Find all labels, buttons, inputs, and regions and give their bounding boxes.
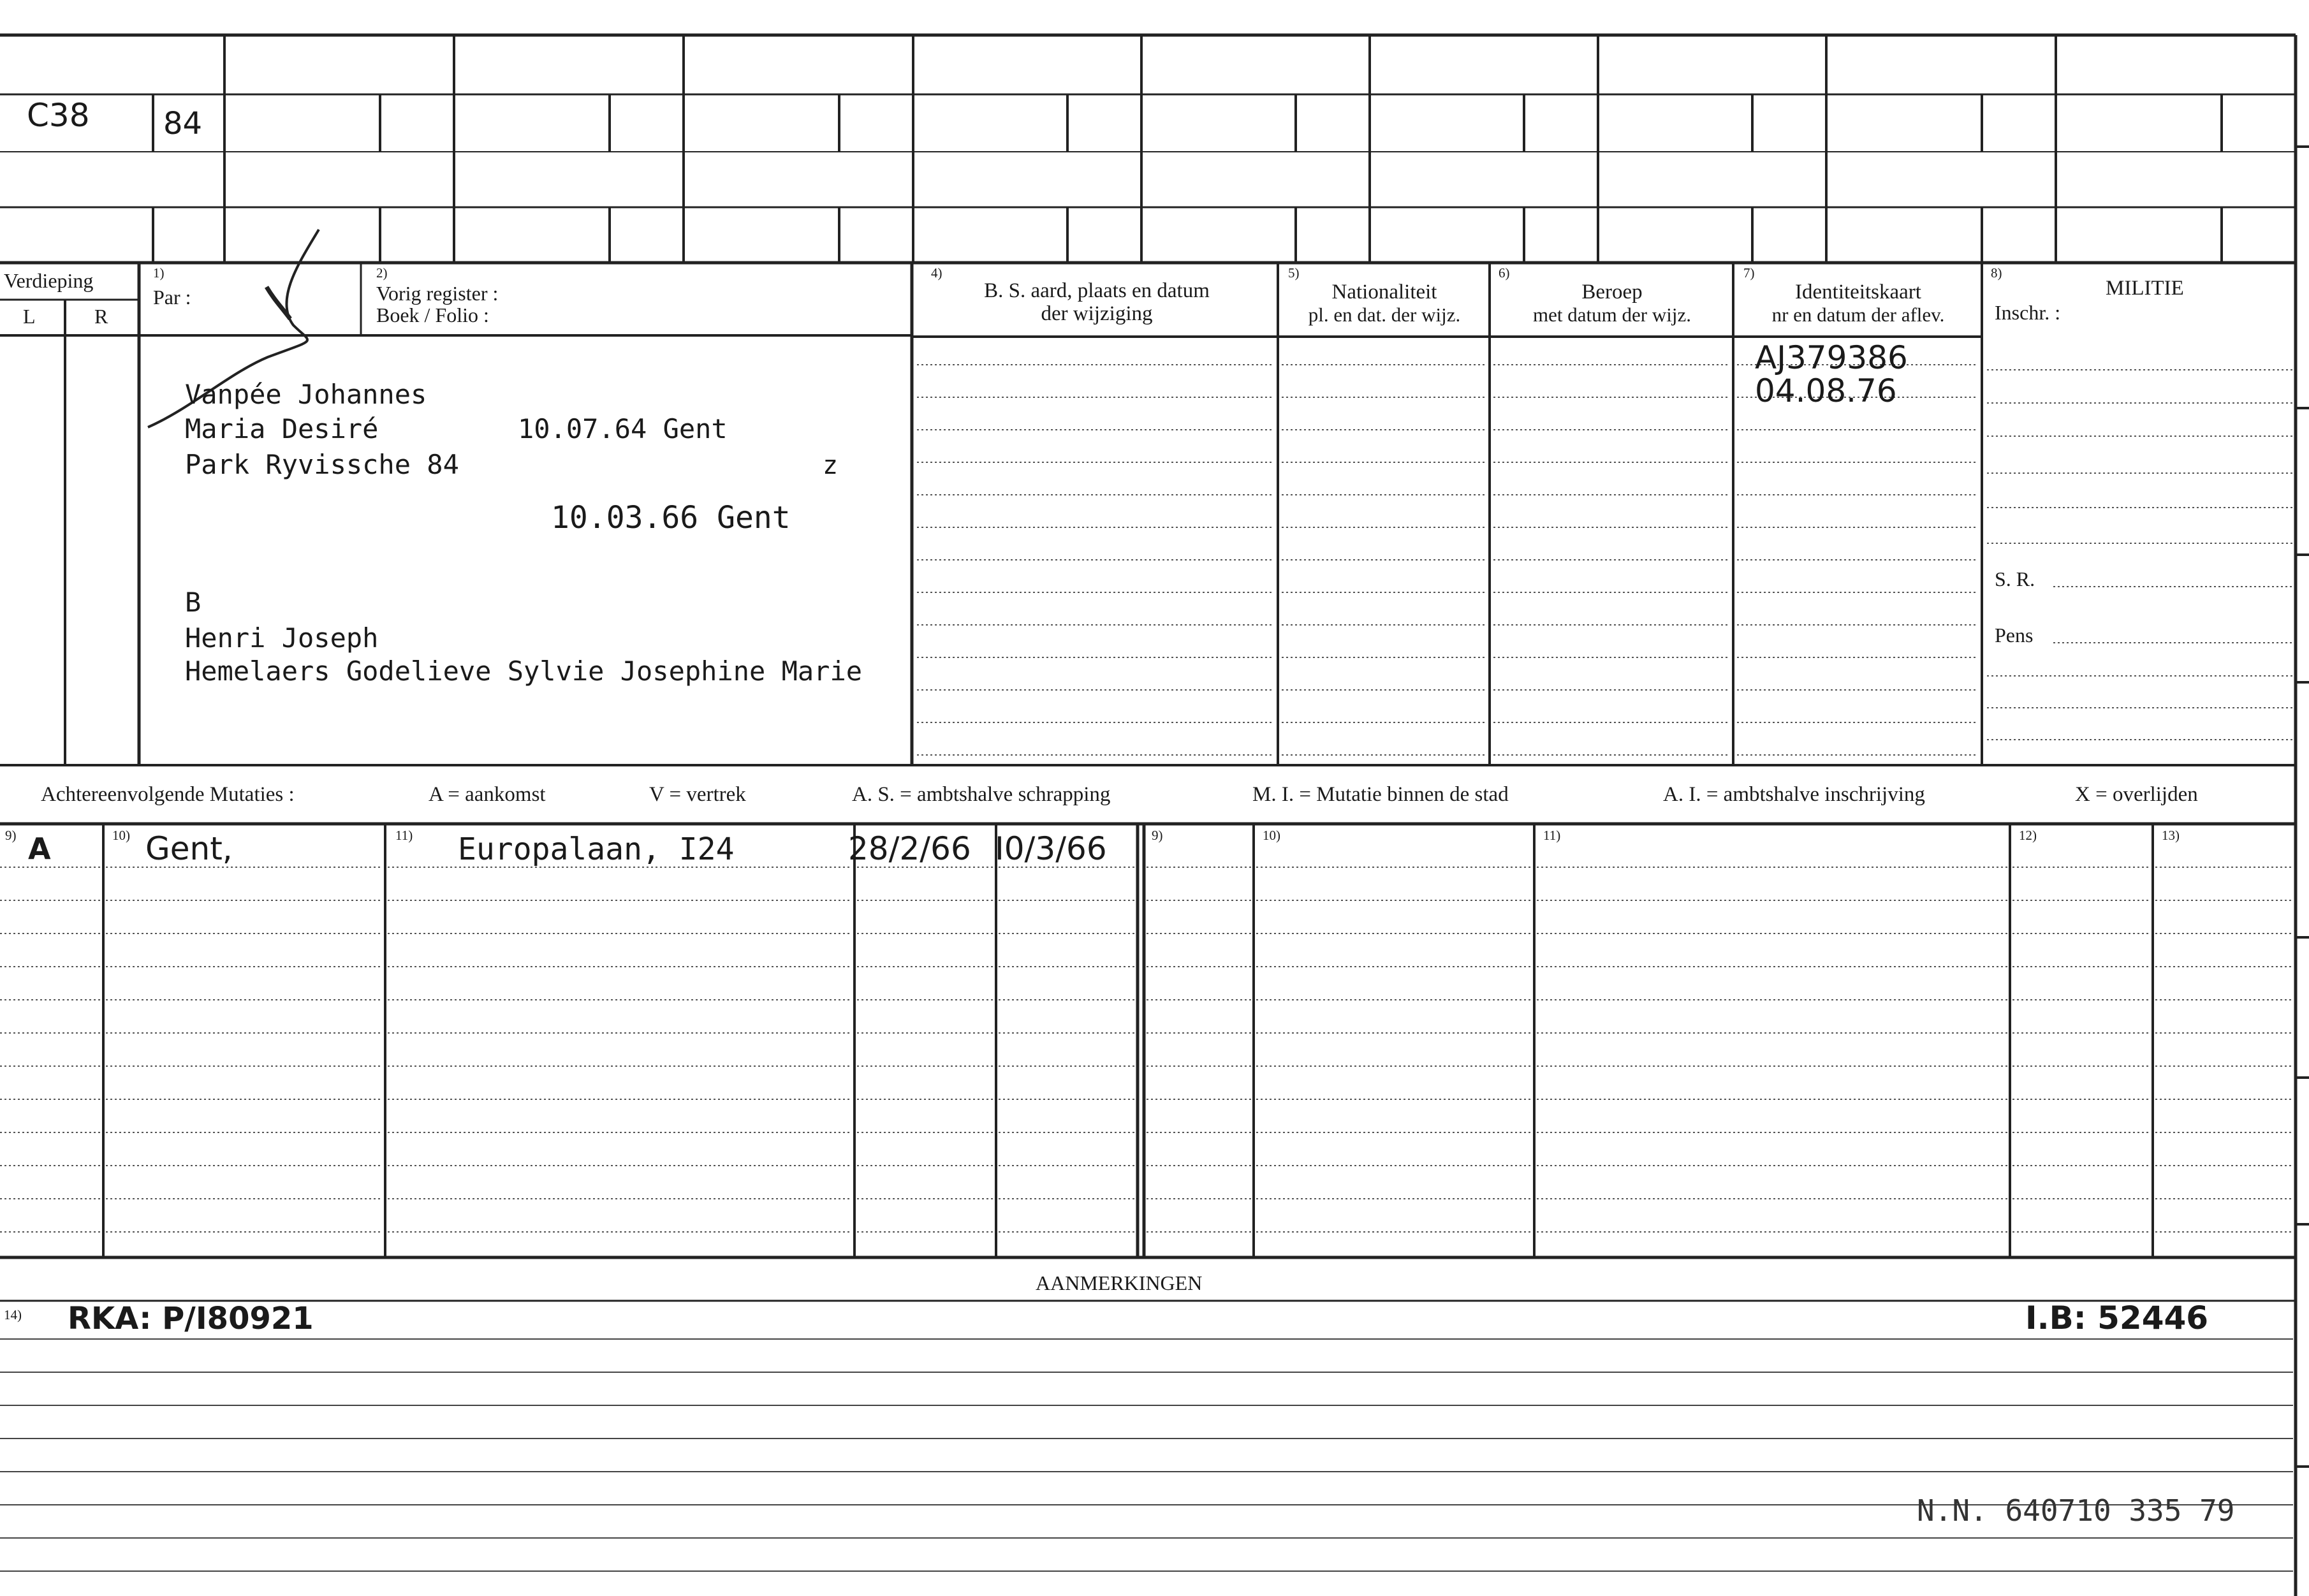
legend-ambtshalve-schrapping: A. S. = ambtshalve schrapping	[852, 783, 1111, 806]
mutation-date-1: 28/2/66	[848, 830, 971, 867]
mutation-col-11-left: 11)	[395, 828, 413, 843]
beroep-header-line2: met datum der wijz.	[1533, 304, 1691, 326]
remarks-title: AANMERKINGEN	[1036, 1271, 1203, 1294]
verdieping-left-label: L	[23, 305, 36, 328]
legend-vertrek: V = vertrek	[649, 783, 746, 806]
mutation-col-10-left: 10)	[112, 828, 130, 843]
legend-aankomst: A = aankomst	[429, 783, 546, 806]
pens-label: Pens	[1995, 624, 2034, 647]
remarks-ib: I.B: 52446	[2025, 1299, 2209, 1336]
national-number: N.N. 640710 335 79	[1917, 1493, 2235, 1528]
mutation-col-13-right: 13)	[2162, 828, 2180, 843]
identity-card-number: AJ379386	[1755, 339, 1908, 376]
legend-ambtshalve-inschrijving: A. I. = ambtshalve inschrijving	[1663, 783, 1925, 806]
verdieping-label: Verdieping	[4, 269, 94, 292]
person-line-2: Maria Desiré	[185, 413, 379, 444]
militie-header: MILITIE	[2106, 277, 2184, 300]
mutation-col-12-right: 12)	[2019, 828, 2037, 843]
legend-overlijden: X = overlijden	[2075, 783, 2198, 806]
sr-label: S. R.	[1995, 567, 2035, 590]
legend-title: Achtereenvolgende Mutaties :	[41, 783, 295, 806]
field-8-number: 8)	[1991, 265, 2002, 281]
remarks-rka: RKA: P/I80921	[68, 1301, 314, 1336]
field-7-number: 7)	[1743, 265, 1755, 281]
mutation-date-2: I0/3/66	[995, 830, 1107, 867]
field-5-number: 5)	[1288, 265, 1300, 281]
identiteitskaart-header-line2: nr en datum der aflev.	[1771, 304, 1945, 326]
boek-folio-label: Boek / Folio :	[376, 304, 489, 326]
person-address: Park Ryvissche 84	[185, 449, 459, 480]
person-line-4: Henri Joseph	[185, 622, 379, 654]
field-1-number: 1)	[153, 265, 165, 281]
beroep-header-line1: Beroep	[1581, 281, 1643, 304]
second-date-place: 10.03.66 Gent	[551, 500, 791, 536]
identity-card-date: 04.08.76	[1755, 372, 1897, 409]
legend-mutatie-binnen-stad: M. I. = Mutatie binnen de stad	[1252, 783, 1509, 806]
mutation-col-9-right: 9)	[1152, 828, 1163, 843]
par-label: Par :	[153, 286, 191, 309]
margin-mark: z	[823, 451, 839, 480]
register-number: 84	[163, 106, 203, 142]
verdieping-right-label: R	[94, 305, 108, 328]
mutation-type: A	[28, 831, 51, 866]
field-4-number: 4)	[931, 265, 942, 281]
inschr-label: Inschr. :	[1995, 301, 2061, 324]
remarks-field-14-number: 14)	[4, 1307, 22, 1322]
bs-header-line1: B. S. aard, plaats en datum	[984, 279, 1210, 302]
field-2-number: 2)	[376, 265, 388, 281]
identiteitskaart-header-line1: Identiteitskaart	[1795, 281, 1921, 304]
person-initial-b: B	[185, 587, 202, 618]
nationaliteit-header-line2: pl. en dat. der wijz.	[1308, 304, 1461, 326]
field-6-number: 6)	[1499, 265, 1510, 281]
mutation-col-11-right: 11)	[1543, 828, 1561, 843]
birth-date-place: 10.07.64 Gent	[518, 413, 728, 444]
vorig-register-label: Vorig register :	[376, 282, 499, 305]
mutation-col-9-left: 9)	[5, 828, 17, 843]
mutation-city: Gent,	[145, 830, 233, 867]
register-code: C38	[27, 97, 90, 134]
mutation-col-10-right: 10)	[1263, 828, 1280, 843]
person-line-1: Vanpée Johannes	[185, 379, 427, 410]
person-line-5: Hemelaers Godelieve Sylvie Josephine Marie	[185, 655, 863, 687]
nationaliteit-header-line1: Nationaliteit	[1331, 281, 1437, 304]
mutation-street: Europalaan, I24	[458, 831, 735, 867]
bs-header-line2: der wijziging	[1041, 302, 1153, 325]
